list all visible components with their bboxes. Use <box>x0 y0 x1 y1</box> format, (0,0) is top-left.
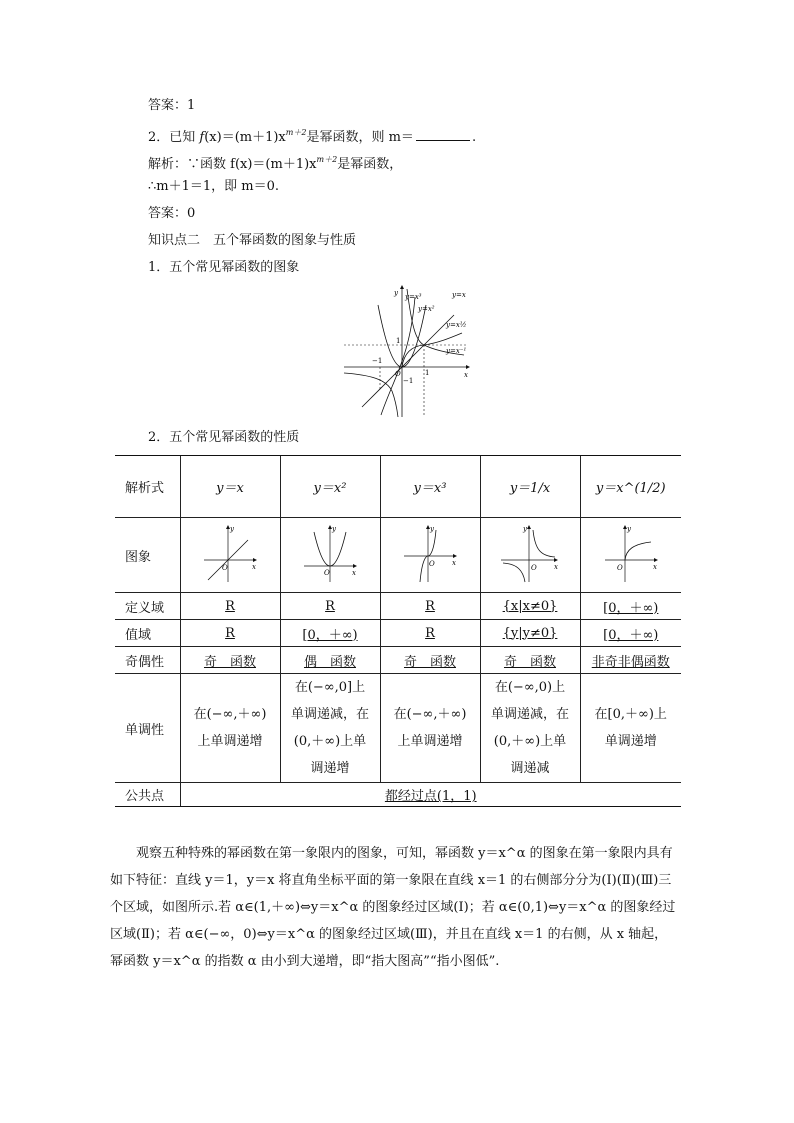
svg-text:x: x <box>352 569 356 577</box>
y-tick-neg1: −1 <box>403 377 414 385</box>
power-functions-graph <box>342 283 472 419</box>
svg-text:y: y <box>626 525 631 533</box>
y-axis-label: y <box>394 289 398 297</box>
answer-line-1: 答案：1 <box>148 98 196 113</box>
y-tick-1: 1 <box>396 337 401 345</box>
row-label-function: 解析式 <box>115 456 180 518</box>
x-axis-arrow <box>466 365 470 369</box>
svg-text:x: x <box>252 563 256 571</box>
mono-cubic-line1: 在(−∞,＋∞) <box>393 707 467 722</box>
y-axis-arrow <box>400 285 404 289</box>
table-row-parity <box>115 647 681 674</box>
mini-graph-cubic-svg <box>402 522 458 584</box>
mono-inverse <box>480 674 580 783</box>
svg-text:O: O <box>616 564 623 572</box>
observation-paragraph: 观察五种特殊的幂函数在第一象限内的图象，可知，幂函数 y＝x^α 的图象在第一象限内具有如下特征：直线 y＝1，y＝x 将直角坐标平面的第一象限在直线 x＝1 的右侧部分分为(Ⅰ)(Ⅱ)(Ⅲ)三个区域，如图所示.若 α∈(1,＋∞)⇔y＝x^α 的图象经过区域(Ⅰ)；若 α∈(0,1)⇔y＝x^α 的图象经过区域(Ⅱ)；若 α∈(−∞，0)⇔y＝x^α 的图象经过区域(Ⅲ)，并且在直线 x＝1 的右侧，从 x 轴起，幂函数 y＝x^α 的指数 α 由小到大递增，即“指大图高”“指小图低”. <box>110 846 676 969</box>
mono-sqrt-line2: 单调递增 <box>604 734 657 749</box>
mono-linear-line2: 上单调递增 <box>197 734 263 749</box>
row-label-monotonicity: 单调性 <box>115 674 180 783</box>
answer-blank[interactable] <box>416 127 470 141</box>
domain-linear: R <box>180 593 280 620</box>
row-label-domain: 定义域 <box>115 593 180 620</box>
label-square: y=x² <box>418 305 435 313</box>
mono-square-line2: 单调递减，在 <box>290 707 369 722</box>
label-linear: y=x <box>452 291 466 299</box>
mini-graph-square-svg <box>302 522 358 584</box>
subheading-properties: 2．五个常见幂函数的性质 <box>148 430 300 445</box>
label-half: y=x½ <box>446 321 467 329</box>
mini-graph-sqrt-svg <box>603 522 659 584</box>
row-label-graph: 图象 <box>115 518 180 593</box>
range-square: [0，＋∞) <box>280 620 380 647</box>
mini-graph-linear <box>180 518 280 593</box>
mono-square <box>280 674 380 783</box>
svg-text:y: y <box>332 525 336 533</box>
table-row-common-point <box>115 783 681 807</box>
x-tick-neg1: −1 <box>372 357 383 365</box>
mono-inverse-line3: (0,＋∞)上单 <box>493 734 567 749</box>
analysis-suffix: 是幂函数， <box>337 157 403 172</box>
function-sqrt: y＝x^(1/2) <box>580 456 681 518</box>
svg-text:x: x <box>554 563 558 571</box>
range-inverse: {y|y≠0} <box>480 620 580 647</box>
q2-exponent: m＋2 <box>285 128 307 137</box>
svg-text:x: x <box>652 563 657 571</box>
properties-table <box>115 455 681 807</box>
mono-cubic-line2: 上单调递增 <box>397 734 463 749</box>
range-linear: R <box>180 620 280 647</box>
svg-text:y: y <box>230 525 234 533</box>
q2-expression: (x)＝(m＋1)x <box>204 130 286 145</box>
parity-cubic: 奇 函数 <box>380 647 480 674</box>
mono-cubic <box>380 674 480 783</box>
svg-text:O: O <box>531 564 537 572</box>
domain-sqrt: [0，＋∞) <box>580 593 681 620</box>
svg-text:O: O <box>222 564 228 572</box>
parity-inverse: 奇 函数 <box>480 647 580 674</box>
parity-sqrt: 非奇非偶函数 <box>580 647 681 674</box>
svg-text:O: O <box>429 560 435 568</box>
table-row-monotonicity <box>115 674 681 783</box>
analysis-line <box>148 150 402 175</box>
function-cubic: y＝x³ <box>380 456 480 518</box>
row-label-common-point: 公共点 <box>115 783 180 807</box>
mini-graph-inverse-svg <box>499 522 561 584</box>
svg-text:O: O <box>324 569 330 577</box>
therefore-line: ∴m＋1＝1，即 m＝0. <box>148 179 280 194</box>
analysis-exponent: m＋2 <box>316 155 338 164</box>
subheading-graphs: 1．五个常见幂函数的图象 <box>148 260 300 275</box>
function-inverse: y＝1/x <box>480 456 580 518</box>
mono-inverse-line4: 调递减 <box>510 761 550 776</box>
answer-line-0: 答案：0 <box>148 206 196 221</box>
mono-square-line4: 调递增 <box>310 761 350 776</box>
q2-end: . <box>471 130 477 145</box>
table-row-function <box>115 456 681 518</box>
domain-square: R <box>280 593 380 620</box>
common-point-value <box>180 783 681 807</box>
analysis-prefix: 解析：∵函数 <box>148 157 231 172</box>
domain-inverse: {x|x≠0} <box>480 593 580 620</box>
parity-square: 偶 函数 <box>280 647 380 674</box>
row-label-range: 值域 <box>115 620 180 647</box>
function-linear: y＝x <box>180 456 280 518</box>
domain-cubic: R <box>380 593 480 620</box>
mini-graph-sqrt <box>580 518 681 593</box>
label-cubic: y=x³ <box>405 293 422 301</box>
label-inverse: y=x⁻¹ <box>446 347 467 355</box>
curve-cubic <box>381 297 415 415</box>
common-point-text: 都经过点(1，1) <box>384 789 477 804</box>
parity-linear: 奇 函数 <box>180 647 280 674</box>
q2-func: f <box>199 130 205 145</box>
mono-inverse-line1: 在(−∞,0)上 <box>494 680 566 695</box>
mono-sqrt <box>580 674 681 783</box>
x-axis-label: x <box>464 371 468 379</box>
svg-text:x: x <box>452 559 456 567</box>
mini-graph-inverse <box>480 518 580 593</box>
mini-graph-cubic <box>380 518 480 593</box>
range-sqrt: [0，＋∞) <box>580 620 681 647</box>
mono-square-line1: 在(−∞,0]上 <box>294 680 366 695</box>
row-label-parity: 奇偶性 <box>115 647 180 674</box>
mini-graph-linear-svg <box>202 522 258 584</box>
mono-sqrt-line1: 在[0,＋∞)上 <box>594 707 667 722</box>
q2-suffix: 是幂函数，则 m＝ <box>306 130 414 145</box>
knowledge-heading: 知识点二 五个幂函数的图象与性质 <box>148 233 357 248</box>
mono-linear <box>180 674 280 783</box>
mono-square-line3: (0,＋∞)上单 <box>293 734 367 749</box>
origin-label: O <box>395 370 401 378</box>
table-row-graph <box>115 518 681 593</box>
analysis-expression: f(x)＝(m＋1)x <box>230 157 317 172</box>
mono-inverse-line2: 单调递减，在 <box>490 707 569 722</box>
mono-linear-line1: 在(−∞,＋∞) <box>193 707 267 722</box>
table-row-range <box>115 620 681 647</box>
range-cubic: R <box>380 620 480 647</box>
function-square: y＝x² <box>280 456 380 518</box>
question-2 <box>148 123 476 148</box>
x-tick-1: 1 <box>425 369 430 377</box>
q2-prefix: 2．已知 <box>148 130 200 145</box>
svg-text:y: y <box>523 525 527 533</box>
mini-graph-square <box>280 518 380 593</box>
table-row-domain <box>115 593 681 620</box>
svg-text:y: y <box>430 525 434 533</box>
